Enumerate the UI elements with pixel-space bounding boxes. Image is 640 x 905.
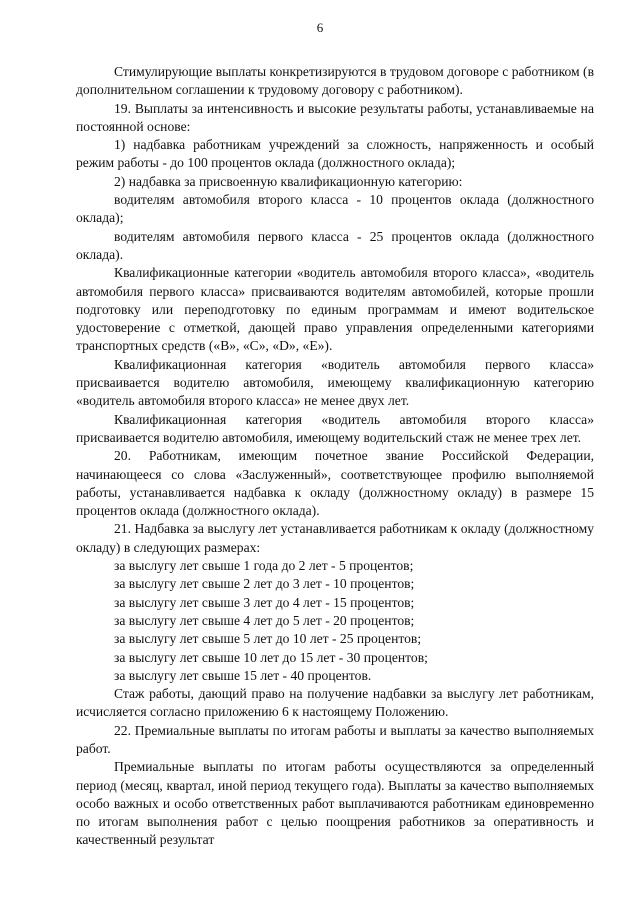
list-item: за выслугу лет свыше 5 лет до 10 лет - 25 процентов; <box>114 631 422 647</box>
paragraph: 19. Выплаты за интенсивность и высокие результаты работы, устанавливаемые на постоянной основе: <box>76 100 594 134</box>
document-body <box>76 63 594 850</box>
list-item: за выслугу лет свыше 15 лет - 40 процентов. <box>114 667 372 683</box>
paragraph: Квалификационная категория «водитель автомобиля первого класса» присваивается водителю автомобиля, имеющему квалификационную категорию «водитель автомобиля второго класса» не менее двух лет. <box>76 356 594 409</box>
paragraph: водителям автомобиля первого класса - 25 процентов оклада (должностного оклада). <box>76 228 594 262</box>
page-number: 6 <box>316 20 324 35</box>
list-item: за выслугу лет свыше 1 года до 2 лет - 5 процентов; <box>114 558 414 574</box>
list-item: за выслугу лет свыше 2 лет до 3 лет - 10 процентов; <box>114 576 415 592</box>
paragraph: водителям автомобиля второго класса - 10 процентов оклада (должностного оклада); <box>76 192 594 226</box>
paragraph: 21. Надбавка за выслугу лет устанавливается работникам к окладу (должностному окладу) в следующих размерах: <box>76 521 594 555</box>
list-item: за выслугу лет свыше 4 лет до 5 лет - 20 процентов; <box>114 612 415 628</box>
paragraph: 2) надбавка за присвоенную квалификационную категорию: <box>114 173 463 189</box>
paragraph: Стимулирующие выплаты конкретизируются в трудовом договоре с работником (в дополнительном соглашении к трудовому договору с работником). <box>76 64 594 98</box>
paragraph: 22. Премиальные выплаты по итогам работы и выплаты за качество выполняемых работ. <box>76 722 594 756</box>
paragraph: Стаж работы, дающий право на получение надбавки за выслугу лет работникам, исчисляется согласно приложению 6 к настоящему Положению. <box>76 686 594 720</box>
paragraph: Премиальные выплаты по итогам работы осуществляются за определенный период (месяц, квартал, иной период текущего года). Выплаты за качество выполняемых особо важных и особо ответственных работ выплачиваются работникам единовременно по итогам выполнения работ с целью поощрения работников за оперативность и качественный результат <box>76 759 594 848</box>
paragraph: Квалификационная категория «водитель автомобиля второго класса» присваивается водителю автомобиля, имеющему водительский стаж не менее трех лет. <box>76 411 594 445</box>
list-item: за выслугу лет свыше 10 лет до 15 лет - 30 процентов; <box>114 649 428 665</box>
paragraph: 1) надбавка работникам учреждений за сложность, напряженность и особый режим работы - до 100 процентов оклада (должностного оклада); <box>76 137 594 171</box>
paragraph: Квалификационные категории «водитель автомобиля второго класса», «водитель автомобиля первого класса» присваиваются водителям автомобилей, которые прошли подготовку или переподготовку по единым программам и имеют водительское удостоверение с отметкой, дающей право управления определенными категориями транспортных средств («B», «C», «D», «E»). <box>76 265 594 354</box>
list-item: за выслугу лет свыше 3 лет до 4 лет - 15 процентов; <box>114 594 415 610</box>
paragraph: 20. Работникам, имеющим почетное звание Российской Федерации, начинающееся со слова «Заслуженный», соответствующее профилю выполняемой работы, устанавливается надбавка к окладу (должностному окладу) в размере 15 процентов оклада (должностного оклада). <box>76 448 594 519</box>
